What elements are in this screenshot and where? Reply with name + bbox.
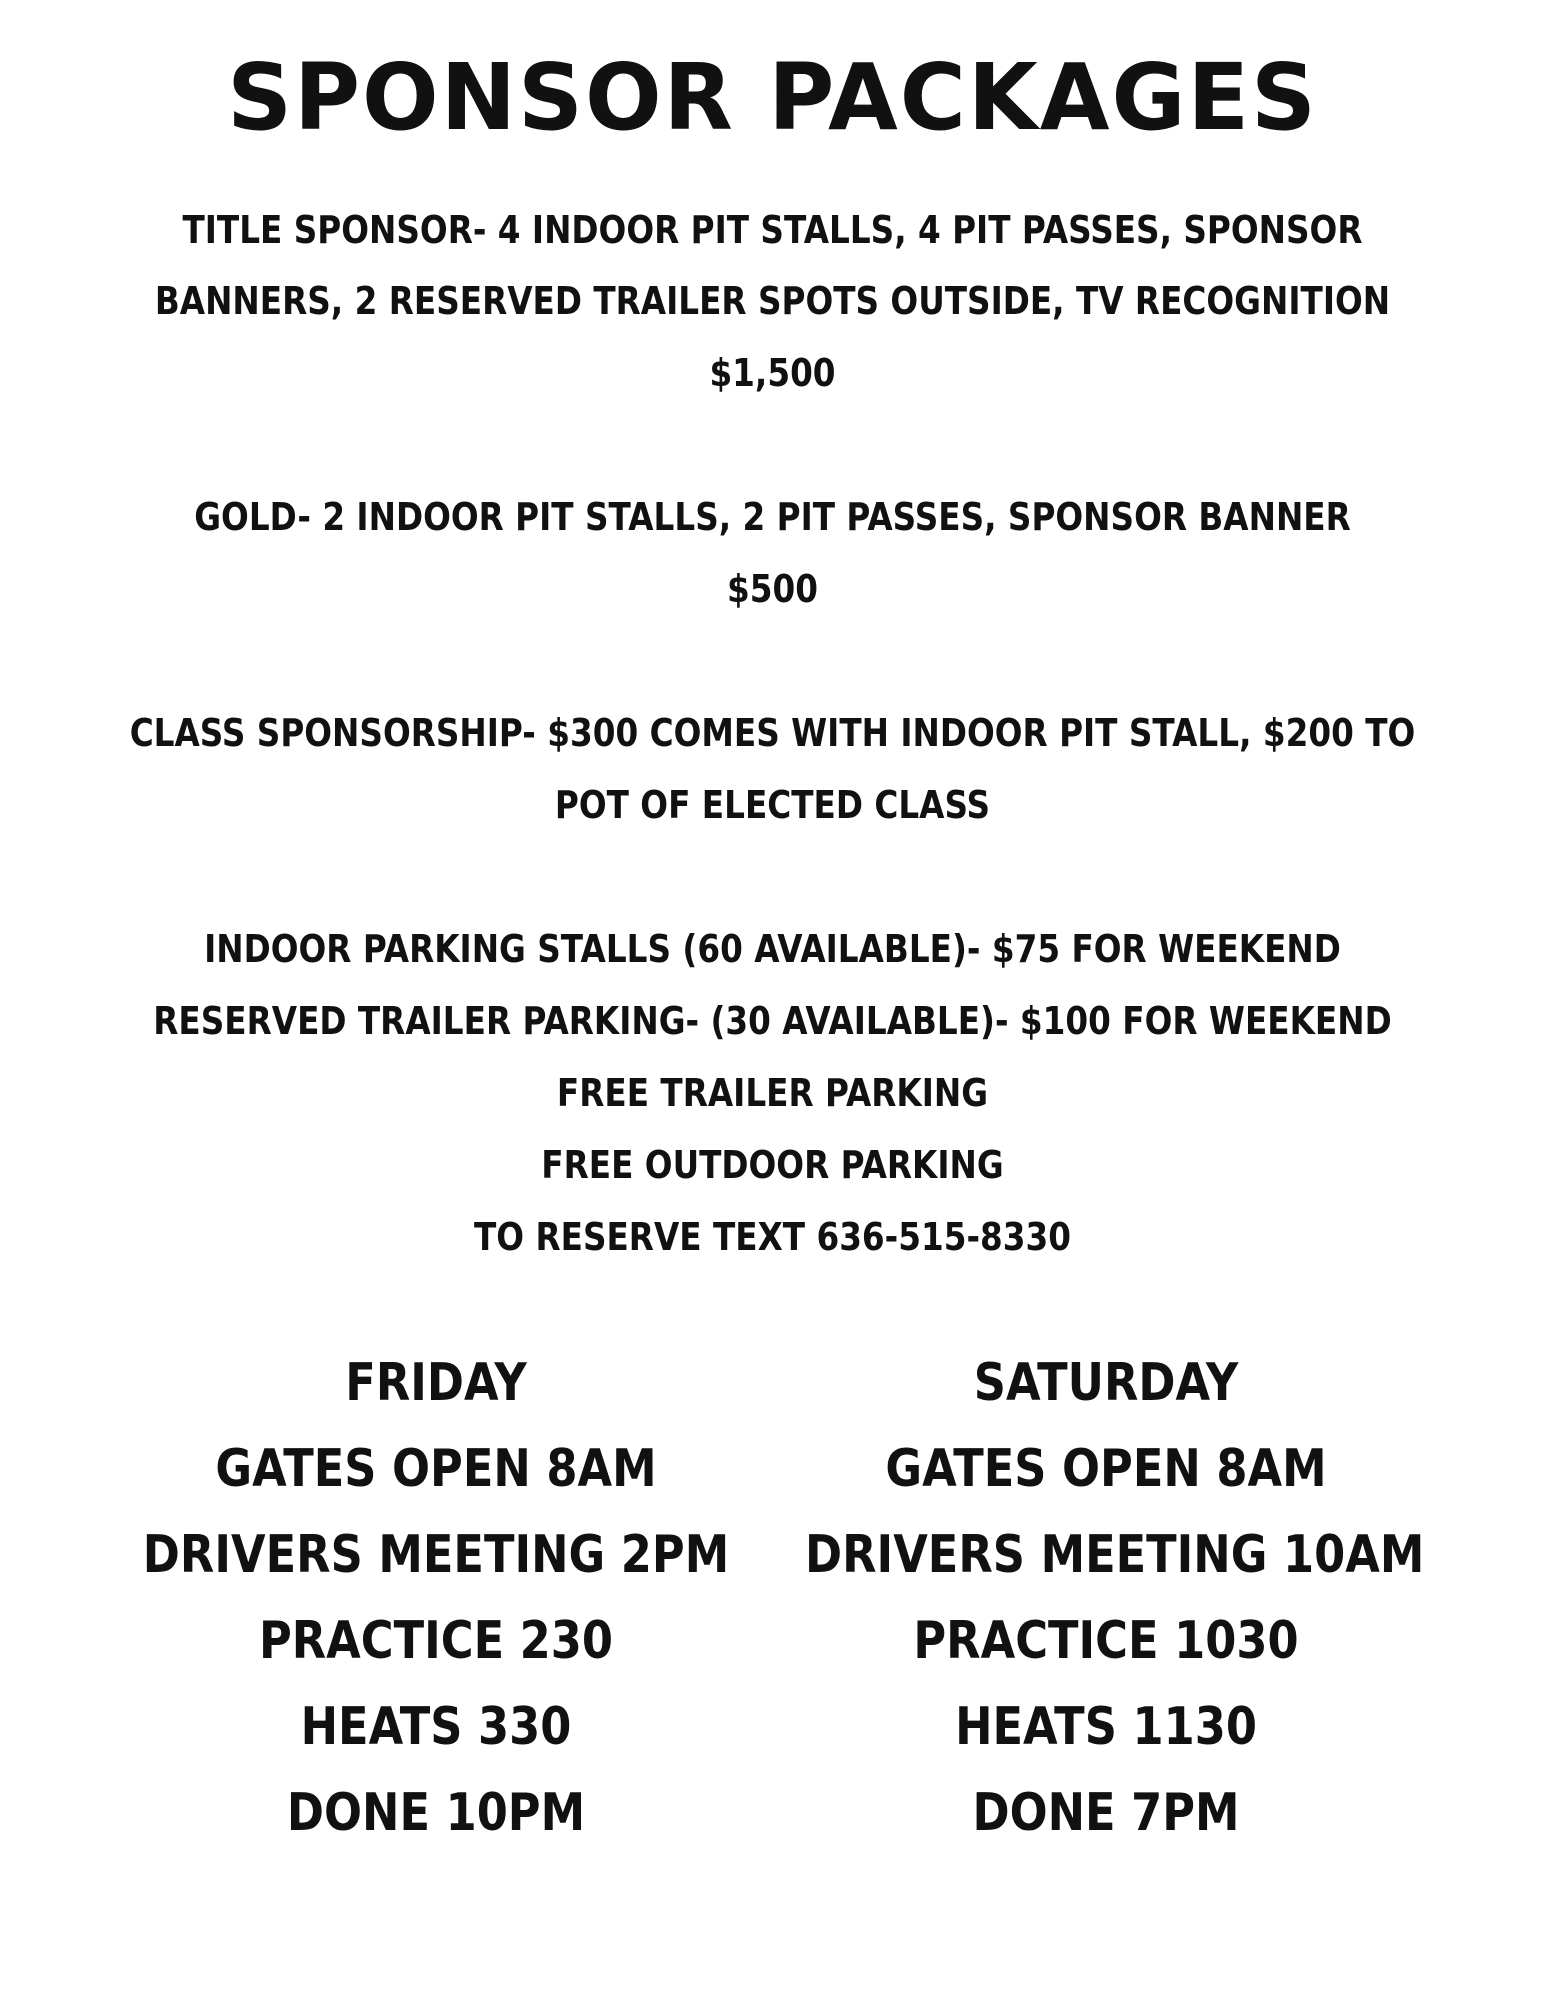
friday-gates-open: GATES OPEN 8AM — [215, 1439, 657, 1499]
saturday-gates-open: GATES OPEN 8AM — [885, 1439, 1327, 1499]
friday-heading: FRIDAY — [345, 1353, 527, 1413]
reserve-contact-line: TO RESERVE TEXT 636-515-8330 — [474, 1215, 1071, 1259]
friday-heats: HEATS 330 — [300, 1697, 572, 1757]
gold-line-1: GOLD- 2 INDOOR PIT STALLS, 2 PIT PASSES, SPONSOR BANNER — [194, 495, 1351, 539]
saturday-done: DONE 7PM — [972, 1783, 1240, 1843]
reserved-trailer-parking-line: RESERVED TRAILER PARKING- (30 AVAILABLE)- $100 FOR WEEKEND — [153, 999, 1392, 1043]
gold-price: $500 — [727, 567, 818, 611]
title-sponsor-line-1: TITLE SPONSOR- 4 INDOOR PIT STALLS, 4 PIT PASSES, SPONSOR — [182, 208, 1363, 252]
friday-practice: PRACTICE 230 — [258, 1611, 614, 1671]
saturday-heading: SATURDAY — [973, 1353, 1239, 1413]
title-sponsor-line-2: BANNERS, 2 RESERVED TRAILER SPOTS OUTSIDE, TV RECOGNITION — [154, 279, 1391, 323]
saturday-drivers-meeting: DRIVERS MEETING 10AM — [805, 1525, 1425, 1585]
saturday-schedule — [756, 1340, 1456, 1856]
title-sponsor-price: $1,500 — [709, 351, 836, 395]
free-trailer-parking-line: FREE TRAILER PARKING — [556, 1071, 989, 1115]
page-title: SPONSOR PACKAGES — [227, 44, 1318, 151]
saturday-heats: HEATS 1130 — [955, 1697, 1257, 1757]
class-sponsorship-line-2: POT OF ELECTED CLASS — [554, 783, 991, 827]
friday-drivers-meeting: DRIVERS MEETING 2PM — [142, 1525, 730, 1585]
indoor-parking-line: INDOOR PARKING STALLS (60 AVAILABLE)- $75 FOR WEEKEND — [204, 927, 1341, 971]
class-sponsorship-line-1: CLASS SPONSORSHIP- $300 COMES WITH INDOOR PIT STALL, $200 TO — [129, 711, 1416, 755]
friday-done: DONE 10PM — [286, 1783, 586, 1843]
saturday-practice: PRACTICE 1030 — [913, 1611, 1299, 1671]
free-outdoor-parking-line: FREE OUTDOOR PARKING — [541, 1143, 1004, 1187]
friday-schedule — [86, 1340, 786, 1856]
